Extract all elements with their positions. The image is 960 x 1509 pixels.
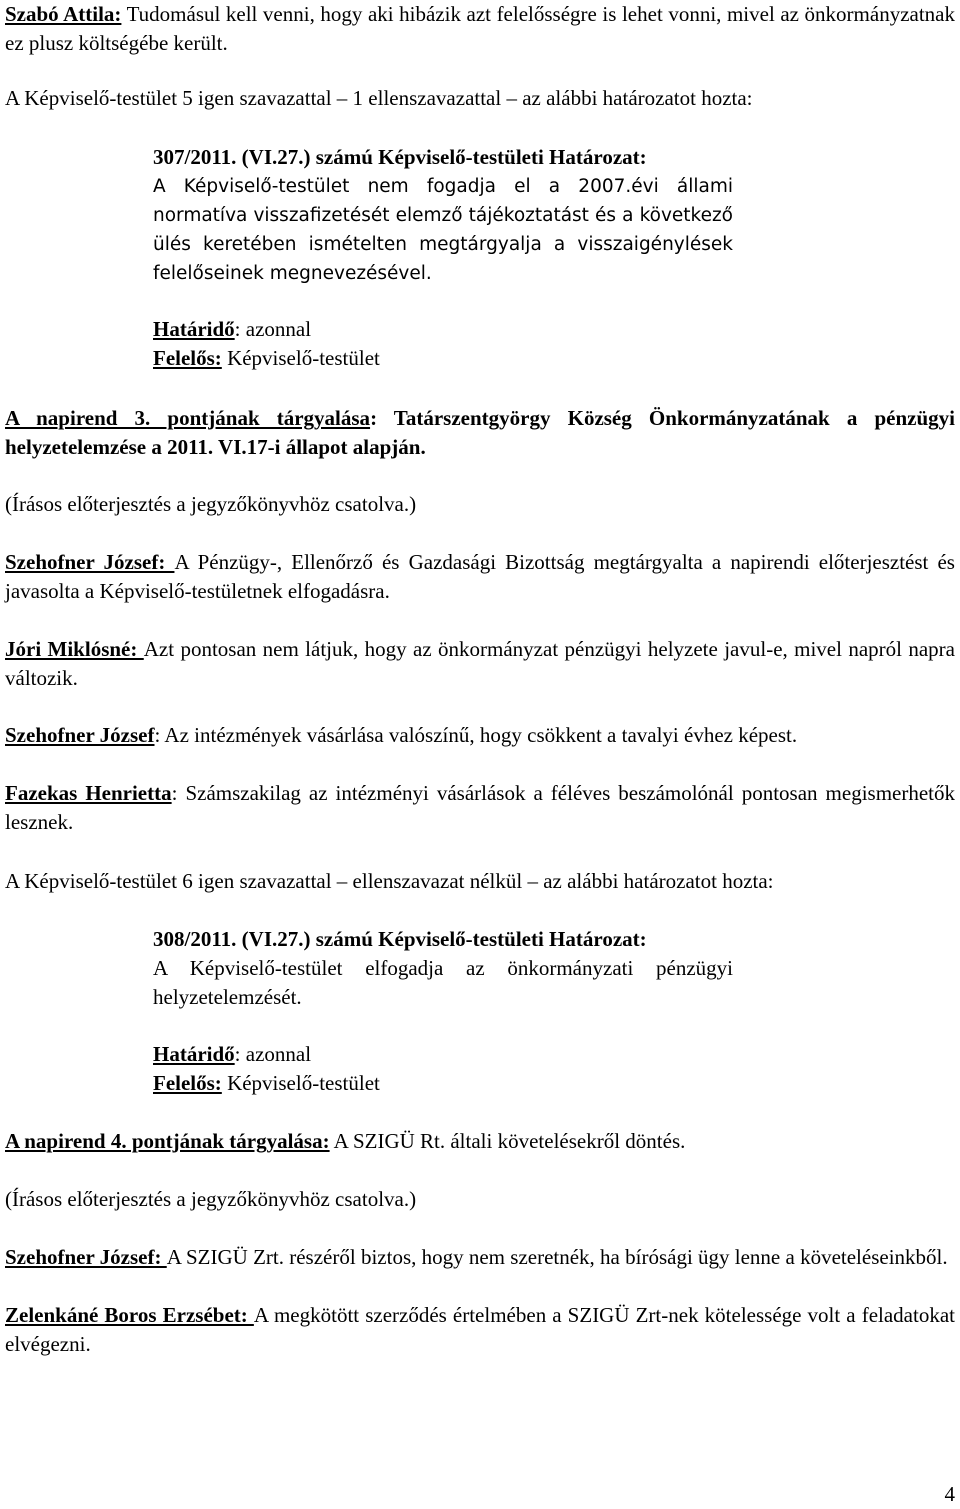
responsible-label: Felelős: [153,1071,222,1095]
deadline-value: : azonnal [234,1042,312,1066]
agenda-item-4 [5,1127,955,1156]
speaker-name: Jóri Miklósné: [5,637,144,661]
paragraph-fazekas [5,779,955,837]
document-page [5,0,955,1509]
resolution-body: A Képviselő-testület elfogadja az önkormányzati pénzügyi helyzetelemzését. [153,956,733,1009]
paragraph-text: A megkötött szerződés értelmében a SZIGÜ Zrt-nek kötelessége volt a feladatokat elvégezni. [5,1303,955,1356]
vote-statement: A Képviselő-testület 5 igen szavazattal – 1 ellenszavazattal – az alábbi határozatot hozta: [5,86,753,110]
paragraph-text: Tudomásul kell venni, hogy aki hibázik azt felelősségre is lehet vonni, mivel az önkormányzatnak ez plusz költségébe került. [5,2,955,55]
resolution-title: 308/2011. (VI.27.) számú Képviselő-testületi Határozat: [153,927,647,951]
speaker-name: Zelenkáné Boros Erzsébet: [5,1303,254,1327]
speaker-name: Fazekas Henrietta [5,781,172,805]
resolution-body: A Képviselő-testület nem fogadja el a 2007.évi állami normatíva visszafizetését elemző tájékoztatást és a következő ülés keretében ismételten megtárgyalja a visszaigénylések felelőseinek megnevezésével. [153,176,733,284]
speaker-name: Szabó Attila: [5,2,122,26]
paragraph-text: : Az intézmények vásárlása valószínű, hogy csökkent a tavalyi évhez képest. [154,723,798,747]
paragraph-text: A Pénzügy-, Ellenőrző és Gazdasági Bizottság megtárgyalta a napirendi előterjesztést és javasolta a Képviselő-testületnek elfogadásra. [5,550,955,603]
agenda-title: : Tatárszentgyörgy Község Önkormányzatának a pénzügyi helyzetelemzése a 2011. VI.17-i állapot alapján. [5,406,955,459]
resolution-title: 307/2011. (VI.27.) számú Képviselő-testületi Határozat: [153,145,647,169]
deadline-label: Határidő [153,317,235,341]
agenda-title: A SZIGÜ Rt. általi követelésekről döntés. [329,1129,686,1153]
paragraph-zelenkane [5,1301,955,1359]
paragraph-text: Azt pontosan nem látjuk, hogy az önkormányzat pénzügyi helyzete javul-e, mivel napról napra változik. [5,637,955,690]
agenda-prefix: A napirend 3. pontjának tárgyalása [5,406,371,430]
deadline-line [153,1040,733,1069]
speaker-name: Szehofner József: [5,550,175,574]
paragraph-szehofner-3 [5,1243,955,1272]
agenda-prefix: A napirend 4. pontjának tárgyalása: [5,1129,330,1153]
deadline-line [153,315,733,344]
responsible-label: Felelős: [153,346,222,370]
paragraph-szabo [5,0,955,58]
attachment-note: (Írásos előterjesztés a jegyzőkönyvhöz csatolva.) [5,492,417,516]
paragraph-text: : Számszakilag az intézményi vásárlások a féléves beszámolónál pontosan megismerhetők lesznek. [5,781,956,834]
deadline-value: : azonnal [234,317,312,341]
responsible-line [153,344,733,373]
paragraph-text: A SZIGÜ Zrt. részéről biztos, hogy nem szeretnék, ha bírósági ügy lenne a követeléseinkből. [166,1245,948,1269]
deadline-label: Határidő [153,1042,235,1066]
responsible-value: Képviselő-testület [221,346,380,370]
vote-statement-2: A Képviselő-testület 6 igen szavazattal – ellenszavazat nélkül – az alábbi határozatot hozta: [5,869,774,893]
speaker-name: Szehofner József [5,723,155,747]
attachment-note-2: (Írásos előterjesztés a jegyzőkönyvhöz csatolva.) [5,1187,417,1211]
speaker-name: Szehofner József: [5,1245,167,1269]
page-number: 4 [944,1482,955,1506]
responsible-value: Képviselő-testület [221,1071,380,1095]
agenda-item-3 [5,404,955,462]
paragraph-szehofner-1 [5,548,955,606]
responsible-line [153,1069,733,1098]
paragraph-szehofner-2 [5,721,955,750]
paragraph-jori [5,635,955,693]
